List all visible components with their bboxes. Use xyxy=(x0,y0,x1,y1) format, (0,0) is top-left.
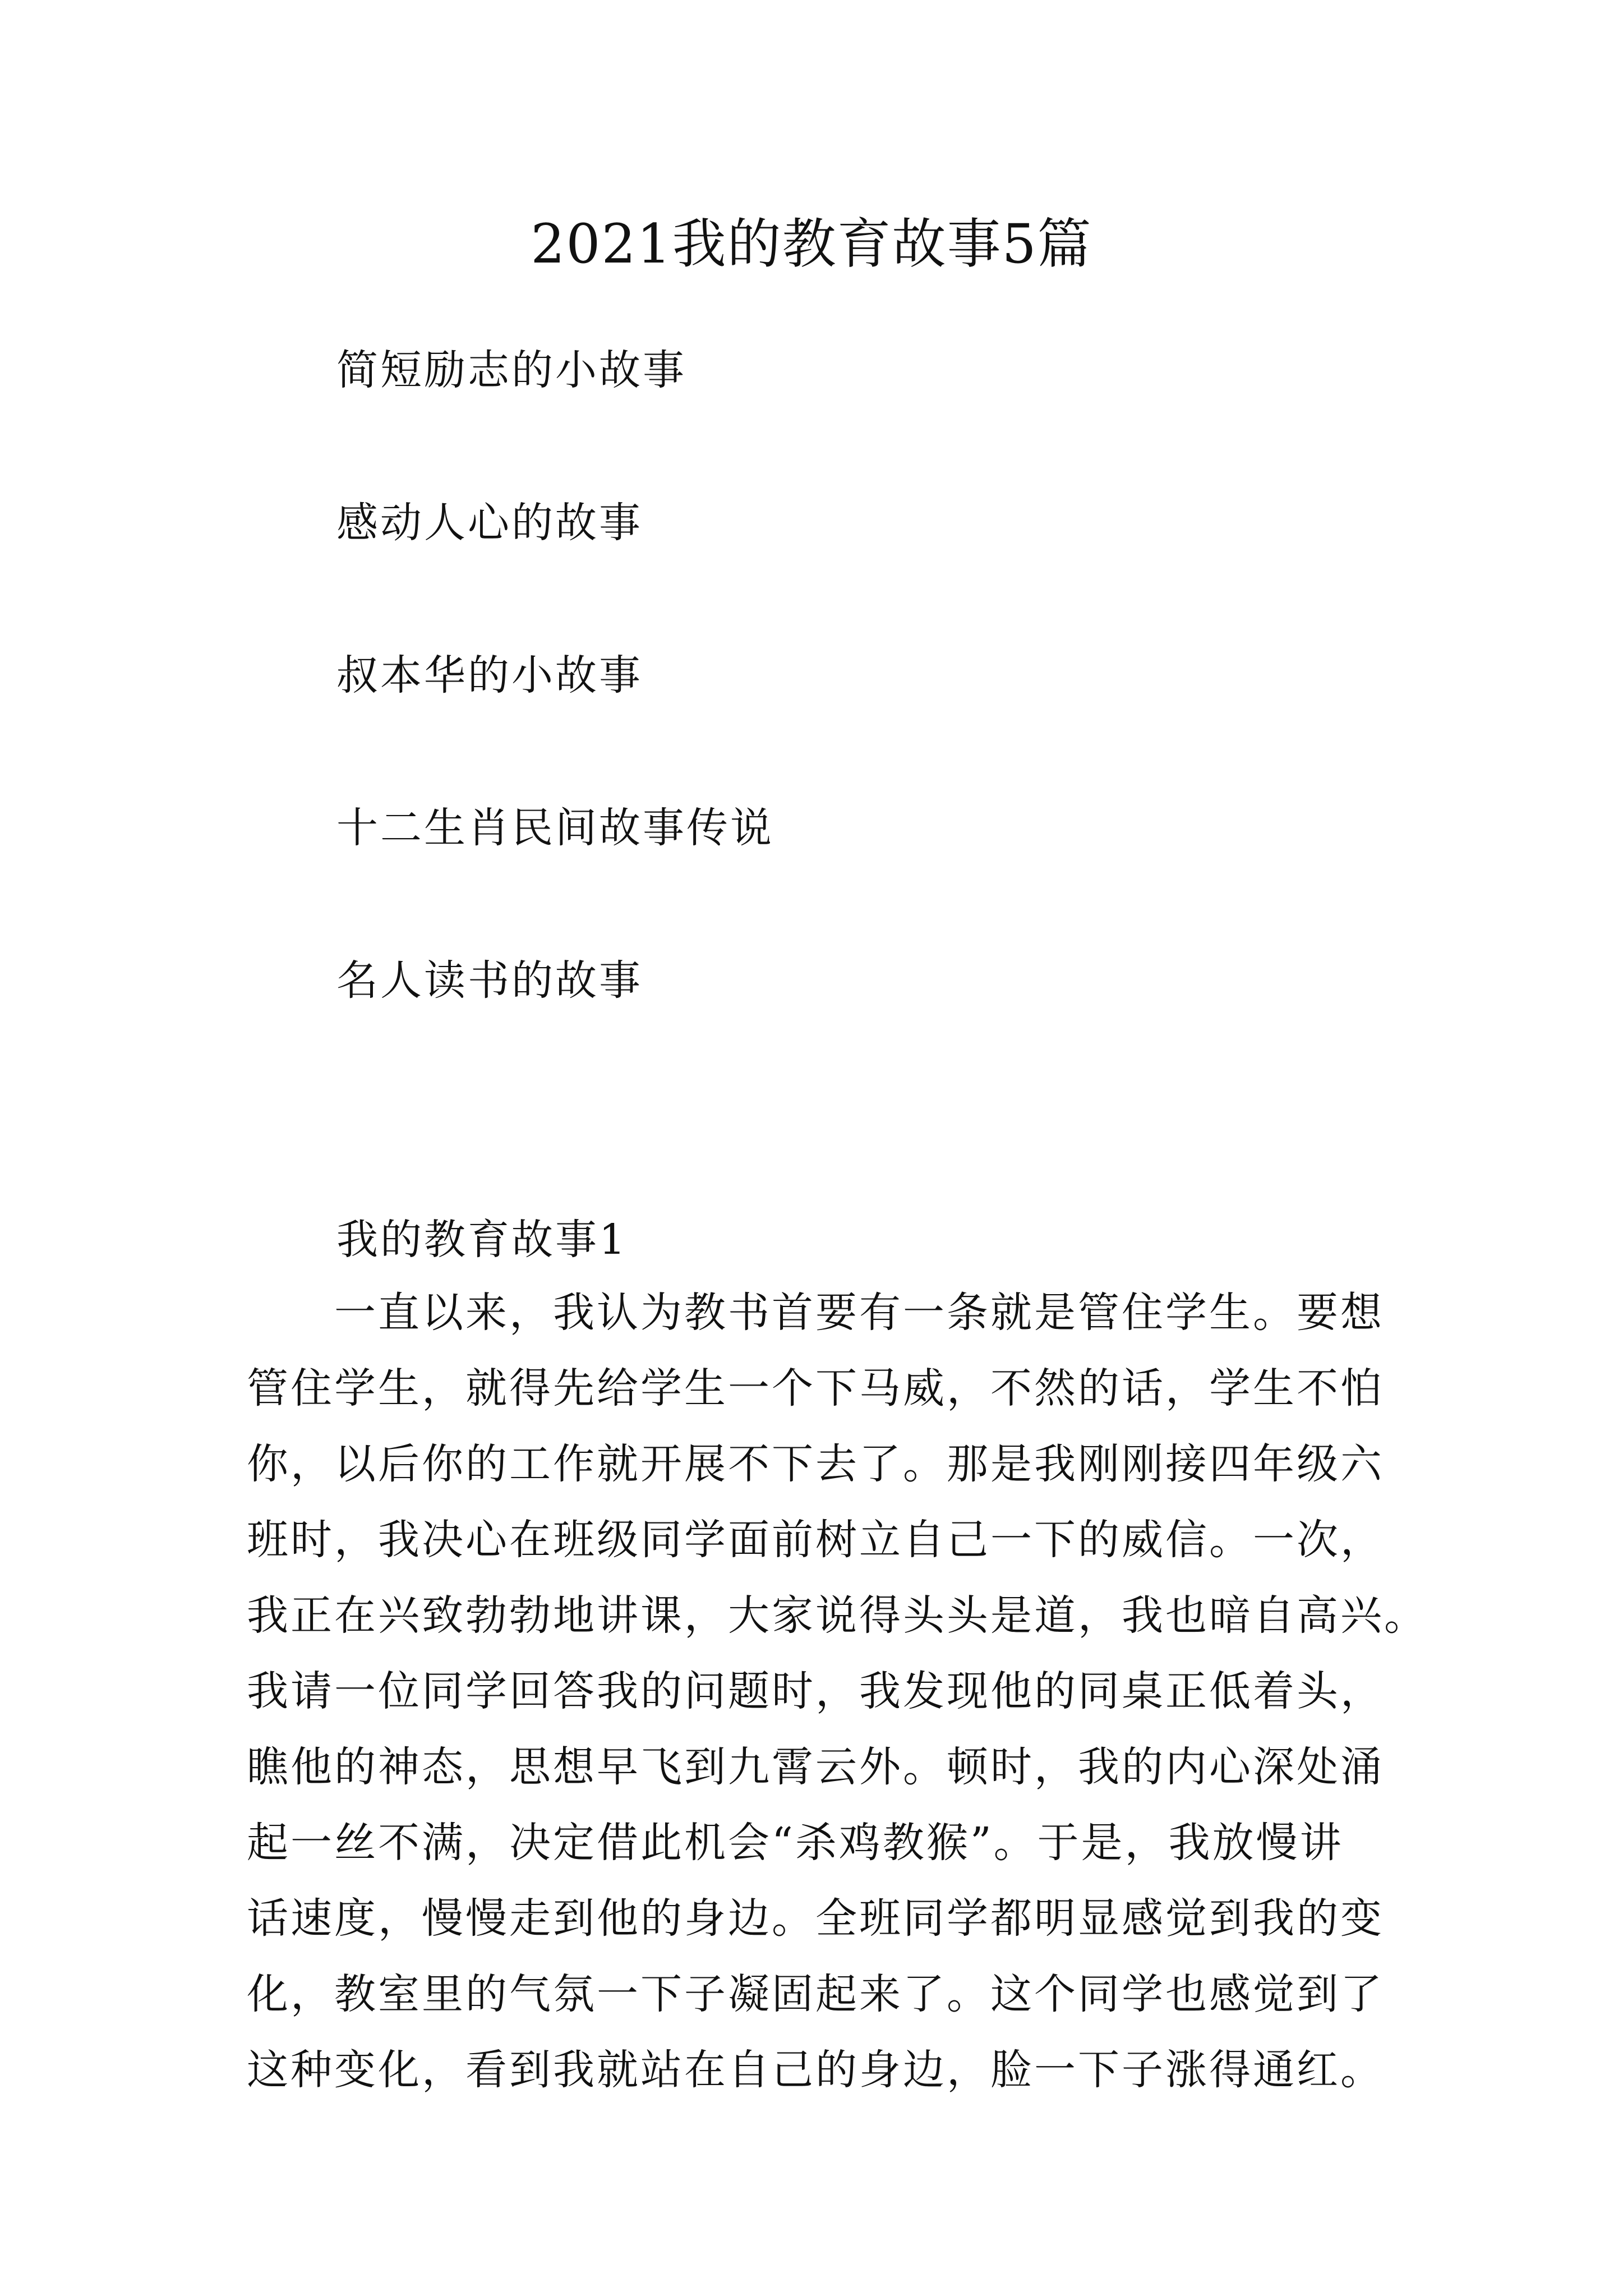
story-body xyxy=(247,1285,1428,2118)
body-line: 一直以来，我认为教书首要有一条就是管住学生。要想 xyxy=(247,1289,1384,1337)
list-item: 简短励志的小故事 xyxy=(336,346,686,394)
list-item: 名人读书的故事 xyxy=(336,956,643,1005)
body-line: 这种变化，看到我就站在自己的身边，脸一下子涨得通红。 xyxy=(247,2046,1384,2094)
body-line: 我正在兴致勃勃地讲课，大家说得头头是道，我也暗自高兴。 xyxy=(247,1591,1428,1640)
section-heading: 我的教育故事1 xyxy=(336,1216,628,1264)
list-item: 感动人心的故事 xyxy=(336,499,643,547)
body-line: 管住学生，就得先给学生一个下马威，不然的话，学生不怕 xyxy=(247,1364,1384,1412)
list-item: 十二生肖民间故事传说 xyxy=(336,804,774,852)
body-line: 起一丝不满，决定借此机会“杀鸡教猴”。于是，我放慢讲 xyxy=(247,1819,1344,1867)
body-line: 我请一位同学回答我的问题时，我发现他的同桌正低着头， xyxy=(247,1667,1384,1715)
list-item: 叔本华的小故事 xyxy=(336,651,643,700)
body-line: 瞧他的神态，思想早飞到九霄云外。顿时，我的内心深处涌 xyxy=(247,1743,1384,1791)
document-title: 2021我的教育故事5篇 xyxy=(531,213,1092,275)
body-line: 班时，我决心在班级同学面前树立自己一下的威信。一次， xyxy=(247,1516,1384,1564)
body-line: 话速度，慢慢走到他的身边。全班同学都明显感觉到我的变 xyxy=(247,1894,1384,1943)
body-line: 你，以后你的工作就开展不下去了。那是我刚刚接四年级六 xyxy=(247,1440,1384,1488)
related-stories-list xyxy=(336,342,774,1105)
body-line: 化，教室里的气氛一下子凝固起来了。这个同学也感觉到了 xyxy=(247,1970,1384,2018)
